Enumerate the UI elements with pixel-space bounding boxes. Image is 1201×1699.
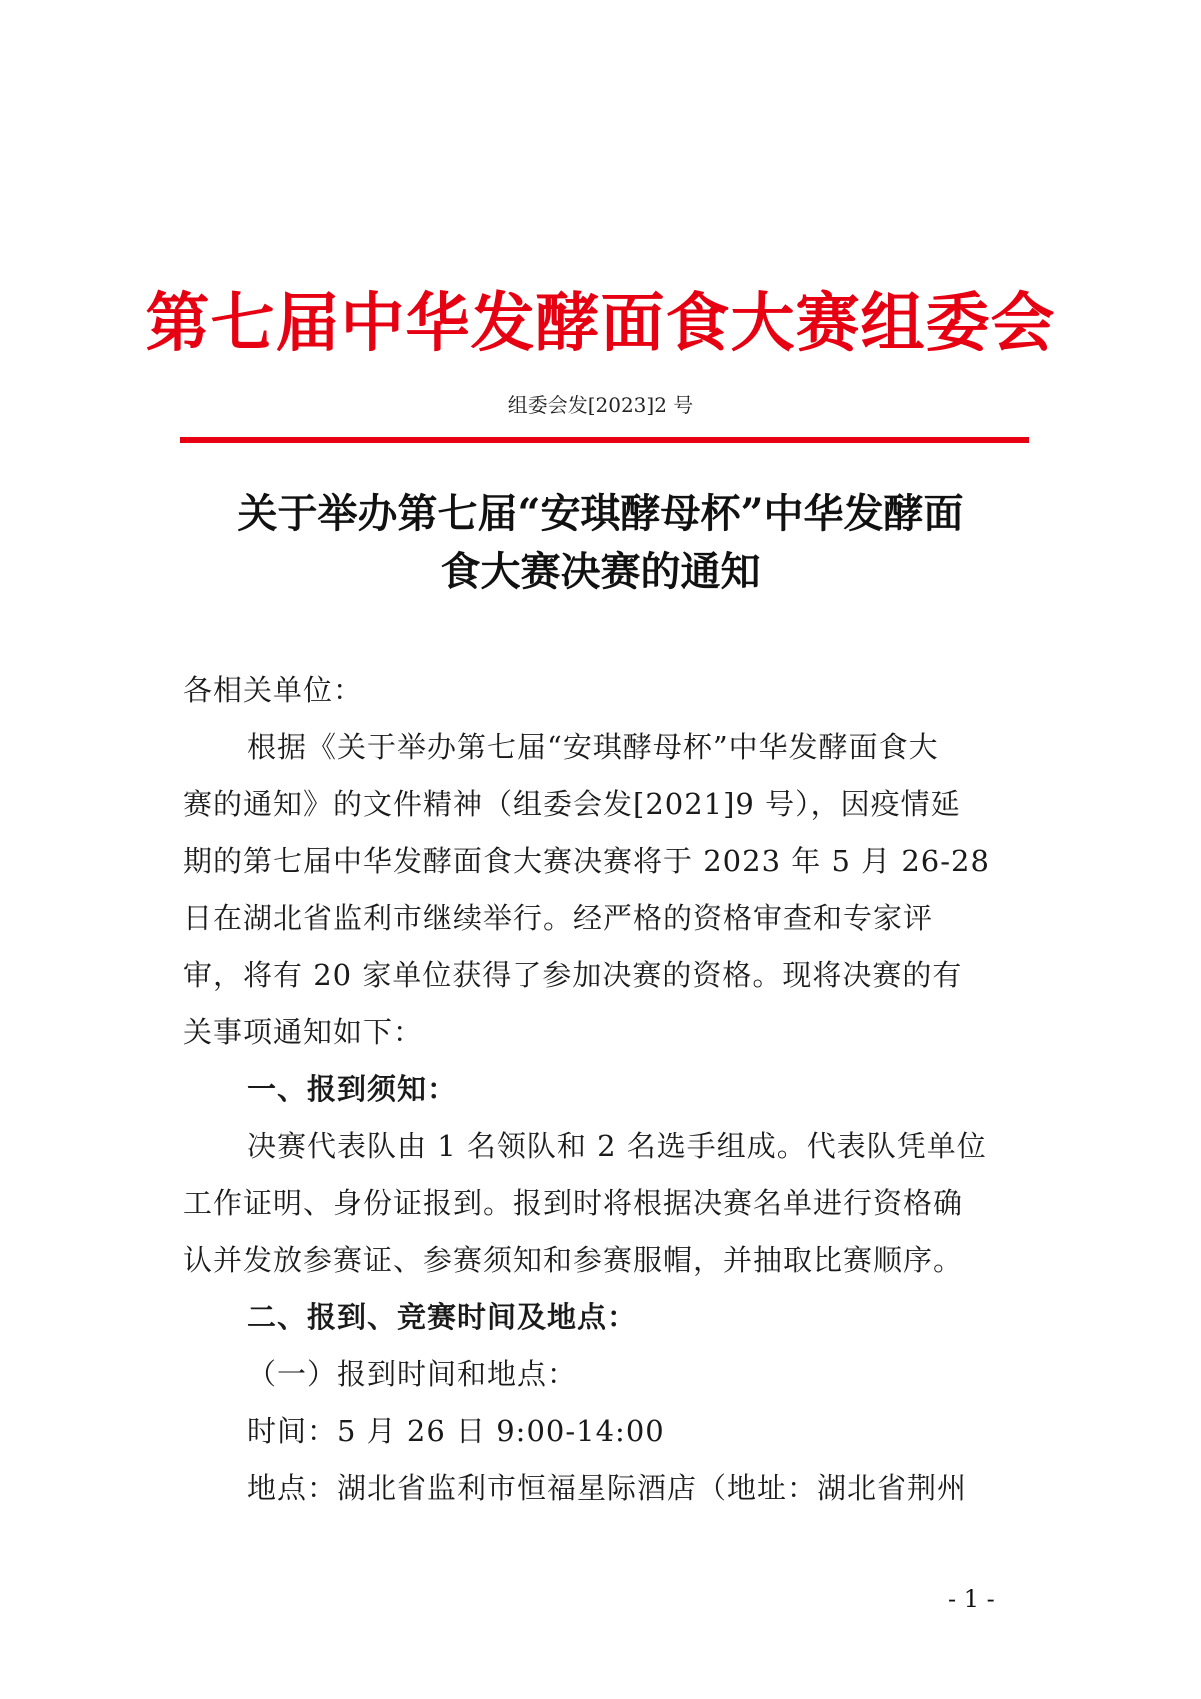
red-divider-line	[180, 437, 1029, 443]
document-number: 组委会发[2023]2 号	[507, 393, 694, 417]
paragraph-1-line-3: 期的第七届中华发酵面食大赛决赛将于 2023 年 5 月 26-28	[183, 844, 990, 878]
paragraph-2-line-3: 认并发放参赛证、参赛须知和参赛服帽，并抽取比赛顺序。	[183, 1243, 964, 1277]
notice-body	[183, 662, 1028, 1517]
notice-title-line-2: 食大赛决赛的通知	[440, 548, 761, 595]
section-2-heading: 二、报到、竞赛时间及地点：	[247, 1300, 638, 1334]
paragraph-2-line-2: 工作证明、身份证报到。报到时将根据决赛名单进行资格确	[183, 1186, 964, 1220]
section-1-heading: 一、报到须知：	[247, 1072, 458, 1106]
paragraph-1-line-5: 审，将有 20 家单位获得了参加决赛的资格。现将决赛的有	[183, 958, 963, 992]
notice-title	[150, 485, 1051, 601]
page-number: - 1 -	[948, 1585, 995, 1613]
salutation: 各相关单位：	[183, 673, 364, 707]
organization-title: 第七届中华发酵面食大赛组委会	[145, 287, 1056, 361]
registration-place: 地点：湖北省监利市恒福星际酒店（地址：湖北省荆州	[247, 1471, 968, 1505]
paragraph-1-line-4: 日在湖北省监利市继续举行。经严格的资格审查和专家评	[183, 901, 934, 935]
notice-title-line-1: 关于举办第七届“安琪酵母杯”中华发酵面	[237, 490, 964, 537]
registration-time: 时间：5 月 26 日 9:00-14:00	[247, 1414, 665, 1448]
paragraph-2-line-1: 决赛代表队由 1 名领队和 2 名选手组成。代表队凭单位	[247, 1129, 987, 1163]
paragraph-1-line-2: 赛的通知》的文件精神（组委会发[2021]9 号），因疫情延	[183, 787, 961, 821]
subsection-1-heading: （一）报到时间和地点：	[247, 1357, 578, 1391]
paragraph-1-line-6: 关事项通知如下：	[183, 1015, 424, 1049]
paragraph-1-line-1: 根据《关于举办第七届“安琪酵母杯”中华发酵面食大	[247, 730, 939, 764]
